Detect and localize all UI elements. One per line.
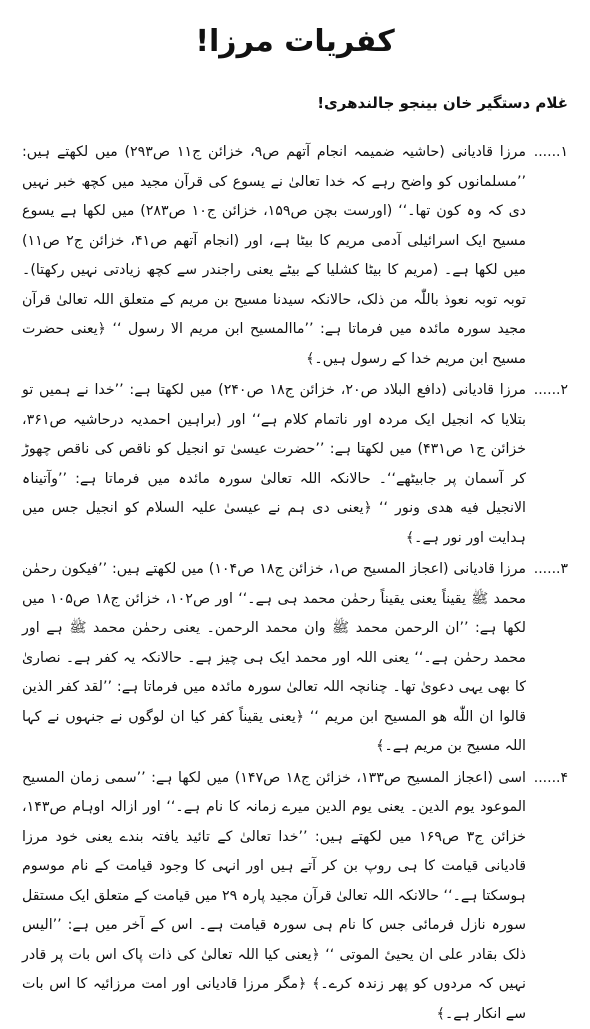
list-item bbox=[22, 555, 568, 762]
item-text bbox=[22, 555, 526, 762]
item-number: ۲...... bbox=[526, 376, 568, 553]
item-number: ۳...... bbox=[526, 555, 568, 762]
paragraph: مرزا قادیانی (حاشیہ ضمیمہ انجام آتھم ص۹، خزائن ج۱۱ ص۲۹۳) میں لکھتے ہیں: ’’مسلمانوں کو واضح رہے کہ خدا تعالیٰ نے یسوع کی قرآن مجید میں کچھ خبر نہیں دی کہ وہ کون تھا۔‘‘ (اورست بچن ص۱۵۹، خزائن ج۱۰ ص۲۸۳) میں لکھا ہے یسوع مسیح ایک اسرائیلی آدمی مریم کا بیٹا ہے، اور (انجام آتھم ص۴۱، خزائن ج۲ ص۱۱) میں لکھا ہے۔ (مریم کا بیٹا کشلیا کے بیٹے یعنی راجندر سے کچھ زیادتی نہیں رکھتا)۔ توبہ توبہ نعوذ باللّٰہ من ذلک، حالانکہ سیدنا مسیح بن مریم کے متعلق اللہ تعالیٰ قرآن مجید سورہ مائدہ میں فرماتا ہے: ’’ماالمسیح ابن مریم الا رسول ‘‘ ﴿یعنی حضرت مسیح ابن مریم خدا کے رسول ہیں۔﴾ bbox=[22, 138, 526, 374]
item-number: ۱...... bbox=[526, 138, 568, 374]
item-text bbox=[22, 764, 526, 1029]
item-text bbox=[22, 138, 526, 374]
paragraph: مرزا قادیانی (اعجاز المسیح ص۱، خزائن ج۱۸ ص۱۰۴) میں لکھتے ہیں: ’’فیکون رحمٰن محمد ﷺ یقیناً یعنی یقیناً رحمٰن محمد ہی ہے۔‘‘ اور ص۱۰۲، خزائن ج۱۸ ص۱۰۵ میں لکھا ہے: ’’ان الرحمن محمد ﷺ وان محمد الرحمن۔ یعنی رحمٰن محمد ﷺ ہے اور محمد رحمٰن ہے۔‘‘ یعنی اللہ اور محمد ایک ہی چیز ہے۔ حالانکہ یہ کفر ہے۔ نصاریٰ کا بھی یہی دعویٰ تھا۔ چنانچہ اللہ تعالیٰ سورہ مائدہ میں فرماتا ہے: ’’لقد کفر الذین قالوا ان اللّٰه هو المسیح ابن مریم ‘‘ ﴿یعنی یقیناً کفر کیا ان لوگوں نے جنہوں نے کہا اللہ مسیح بن مریم ہے۔﴾ bbox=[22, 555, 526, 762]
paragraph: اسی (اعجاز المسیح ص۱۳۳، خزائن ج۱۸ ص۱۴۷) میں لکھا ہے: ’’سمی زمان المسیح الموعود یوم الدین۔ یعنی یوم الدین میرے زمانہ کا نام ہے۔‘‘ اور ازالہ اوہام ص۱۴۳، خزائن ج۳ ص۱۶۹ میں لکھتے ہیں: ’’خدا تعالیٰ کے تائید یافتہ بندے یعنی خود مرزا قادیانی قیامت کا ہی روپ بن کر آتے ہیں اور انہی کا وجود قیامت کے نام موسوم ہوسکتا ہے۔‘‘ حالانکہ اللہ تعالیٰ قرآن مجید پارہ ۲۹ میں قیامت کے متعلق ایک مستقل سورہ نازل فرمائی جس کا نام ہی سورہ قیامت ہے۔ اس کے آخر میں ہے: ’’الیس ذلک بقادر علی ان یحییٔ الموتی ‘‘ ﴿یعنی کیا اللہ تعالیٰ کی ذات پاک اس بات پر قادر نہیں کہ مردوں کو پھر زندہ کرے۔﴾ ﴿مگر مرزا قادیانی اور امت مرزائیہ کا اس بات سے انکار ہے۔﴾ bbox=[22, 764, 526, 1029]
paragraph: مرزا قادیانی (دافع البلاد ص۲۰، خزائن ج۱۸ ص۲۴۰) میں لکھتا ہے: ’’خدا نے ہمیں تو بتلایا کہ انجیل ایک مردہ اور ناتمام کلام ہے‘‘ اور (براہین احمدیہ درحاشیہ ص۳۶۱، خزائن ج۱ ص۴۳۱) میں لکھتا ہے: ’’حضرت عیسیٰ تو انجیل کو ناقص کی ناقص چھوڑ کر آسمان پر جابیٹھے‘‘۔ حالانکہ اللہ تعالیٰ سورہ مائدہ میں فرماتا ہے: ’’وآتیناہ الانجیل فیه هدی ونور ‘‘ ﴿یعنی دی ہم نے عیسیٰ علیہ السلام کو انجیل جس میں ہدایت اور نور ہے۔﴾ bbox=[22, 376, 526, 553]
item-text bbox=[22, 376, 526, 553]
author-line: غلام دستگیر خان بینجو جالندھری! bbox=[22, 92, 568, 114]
item-number: ۴...... bbox=[526, 764, 568, 1029]
page-title: کفریات مرزا! bbox=[22, 22, 568, 62]
list-item bbox=[22, 376, 568, 553]
list-item bbox=[22, 764, 568, 1029]
list-item bbox=[22, 138, 568, 374]
